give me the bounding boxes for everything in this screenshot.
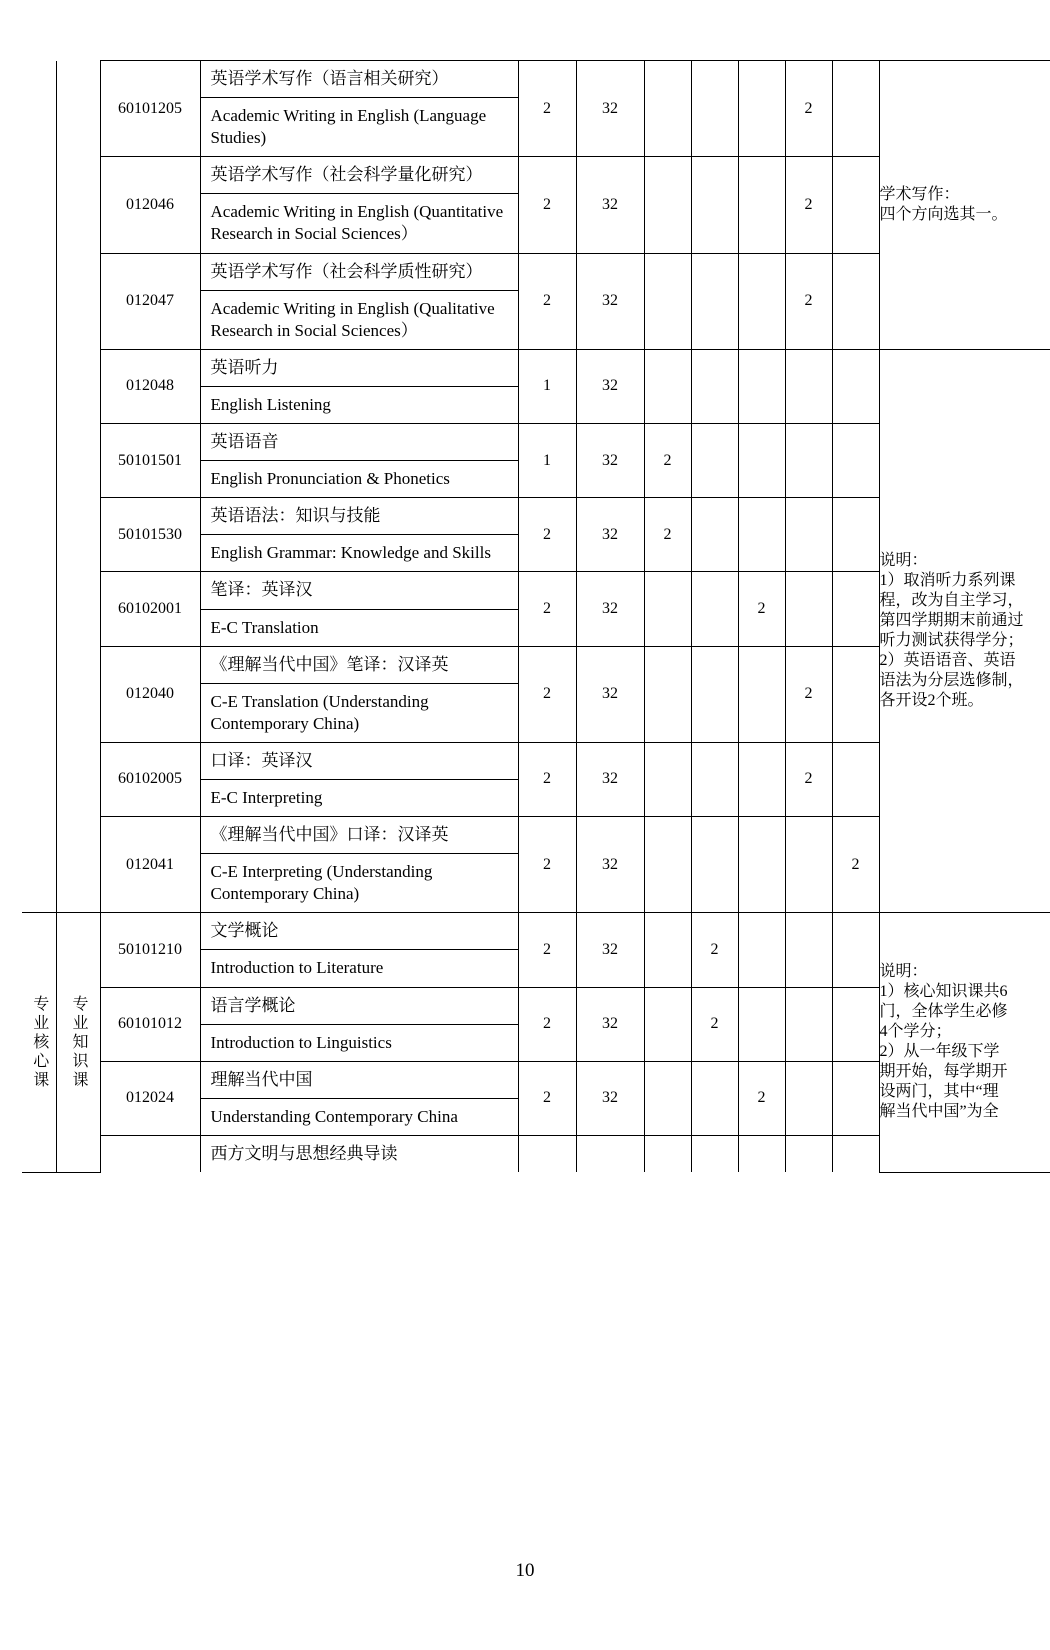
note-writing (879, 61, 1050, 350)
course-name-cn: 《理解当代中国》笔译：汉译英 (201, 647, 518, 684)
course-credit: 2 (518, 987, 576, 1061)
course-code: 50101530 (100, 498, 200, 572)
course-code: 60101205 (100, 61, 200, 157)
course-hours: 32 (576, 913, 644, 987)
course-hours: 32 (576, 157, 644, 253)
course-hours: 32 (576, 349, 644, 423)
course-name-en: Academic Writing in English (Quantitative Research in Social Sciences） (210, 202, 504, 244)
course-name (200, 424, 518, 498)
semester-2 (691, 817, 738, 913)
note-line: 第四学期期末前通过 (879, 612, 1024, 630)
course-name-cn: 理解当代中国 (201, 1062, 518, 1099)
course-hours: 32 (576, 253, 644, 349)
note-line: 说明： (879, 963, 928, 981)
semester-4: 2 (785, 742, 832, 816)
semester-1 (644, 349, 691, 423)
course-name-cn: 英语语法：知识与技能 (201, 498, 518, 535)
semester-2 (691, 498, 738, 572)
semester-1 (644, 987, 691, 1061)
course-name-en: C-E Interpreting (Understanding Contemporary China) (210, 862, 433, 904)
course-name (200, 987, 518, 1061)
semester-5 (832, 157, 879, 253)
note-listening (879, 349, 1050, 913)
category-core-knowledge (56, 913, 100, 1172)
semester-4: 2 (785, 61, 832, 157)
table-row (22, 913, 1050, 987)
semester-3 (738, 498, 785, 572)
course-hours: 32 (576, 61, 644, 157)
semester-3 (738, 913, 785, 987)
course-credit: 2 (518, 646, 576, 742)
note-line: 解当代中国”为全 (879, 1103, 999, 1121)
course-name (200, 1061, 518, 1135)
course-code: 60102005 (100, 742, 200, 816)
course-credit: 2 (518, 61, 576, 157)
course-code: 60101012 (100, 987, 200, 1061)
note-line: 说明： (879, 552, 928, 570)
course-code: 60102001 (100, 572, 200, 646)
course-name-cn: 口译：英译汉 (201, 743, 518, 780)
semester-5: 2 (832, 817, 879, 913)
semester-4 (785, 817, 832, 913)
semester-5 (832, 424, 879, 498)
course-name-cn: 英语学术写作（社会科学质性研究） (201, 254, 518, 291)
category-spacer-2 (56, 61, 100, 913)
course-name-cn: 文学概论 (201, 913, 518, 950)
semester-3 (738, 157, 785, 253)
semester-3 (738, 349, 785, 423)
semester-3 (738, 646, 785, 742)
semester-5 (832, 646, 879, 742)
course-credit: 2 (518, 572, 576, 646)
note-line: 门，全体学生必修 (879, 1003, 1008, 1021)
course-hours: 32 (576, 572, 644, 646)
course-name-cn: 语言学概论 (201, 988, 518, 1025)
note-line: 听力测试获得学分； (879, 632, 1024, 650)
semester-5 (832, 1061, 879, 1135)
semester-3: 2 (738, 572, 785, 646)
semester-2 (691, 646, 738, 742)
semester-2 (691, 157, 738, 253)
course-name-en: English Pronunciation & Phonetics (210, 469, 450, 489)
course-name-cn: 笔译：英译汉 (201, 572, 518, 609)
course-code (100, 1135, 200, 1172)
course-code: 012024 (100, 1061, 200, 1135)
semester-2 (691, 61, 738, 157)
course-code: 012046 (100, 157, 200, 253)
course-credit: 2 (518, 253, 576, 349)
course-name-en: Introduction to Linguistics (210, 1032, 392, 1052)
course-name-en: C-E Translation (Understanding Contemporary China) (210, 691, 429, 733)
course-name (200, 742, 518, 816)
semester-4 (785, 349, 832, 423)
course-credit: 1 (518, 424, 576, 498)
semester-1 (644, 742, 691, 816)
course-name (200, 817, 518, 913)
semester-4 (785, 424, 832, 498)
category-spacer-1 (22, 61, 56, 913)
note-line: 2）英语语音、英语 (879, 652, 1016, 670)
course-credit: 2 (518, 742, 576, 816)
course-code: 50101501 (100, 424, 200, 498)
course-name-en: Introduction to Literature (210, 958, 384, 978)
semester-5 (832, 61, 879, 157)
course-hours: 32 (576, 987, 644, 1061)
note-line: 1）取消听力系列课 (879, 572, 1016, 590)
semester-4: 2 (785, 157, 832, 253)
course-code: 012041 (100, 817, 200, 913)
course-name (200, 1135, 518, 1172)
semester-1 (644, 646, 691, 742)
semester-4 (785, 498, 832, 572)
semester-5 (832, 742, 879, 816)
course-name (200, 61, 518, 157)
note-line: 程，改为自主学习， (879, 592, 1024, 610)
semester-4 (785, 572, 832, 646)
course-name-cn: 英语语音 (201, 424, 518, 461)
semester-5 (832, 253, 879, 349)
semester-4 (785, 1061, 832, 1135)
note-line: 四个方向选其一。 (879, 205, 1008, 223)
note-line: 设两门，其中“理 (879, 1083, 999, 1101)
note-line: 期开始，每学期开 (879, 1063, 1008, 1081)
semester-4: 2 (785, 253, 832, 349)
course-name-en: English Listening (210, 394, 331, 414)
semester-1 (644, 61, 691, 157)
semester-3 (738, 742, 785, 816)
course-name-en: Academic Writing in English (Language Studies) (210, 106, 487, 148)
course-hours: 32 (576, 1061, 644, 1135)
course-credit: 2 (518, 157, 576, 253)
semester-2 (691, 424, 738, 498)
course-name-cn: 英语听力 (201, 350, 518, 387)
semester-3: 2 (738, 1061, 785, 1135)
category-core-course (22, 913, 56, 1172)
course-code: 012048 (100, 349, 200, 423)
semester-2: 2 (691, 987, 738, 1061)
course-code: 50101210 (100, 913, 200, 987)
semester-5 (832, 987, 879, 1061)
semester-4 (785, 1135, 832, 1172)
course-name-en: Understanding Contemporary China (210, 1106, 458, 1126)
note-line: 学术写作： (879, 185, 960, 203)
semester-3 (738, 817, 785, 913)
course-hours: 32 (576, 646, 644, 742)
note-line: 各开设2个班。 (879, 692, 984, 710)
semester-3 (738, 424, 785, 498)
semester-5 (832, 913, 879, 987)
semester-3 (738, 253, 785, 349)
semester-2 (691, 572, 738, 646)
course-credit: 2 (518, 913, 576, 987)
note-line: 2）从一年级下学 (879, 1043, 1000, 1061)
semester-1 (644, 1061, 691, 1135)
semester-5 (832, 498, 879, 572)
course-credit (518, 1135, 576, 1172)
semester-3 (738, 61, 785, 157)
semester-2: 2 (691, 913, 738, 987)
semester-2 (691, 1061, 738, 1135)
semester-5 (832, 1135, 879, 1172)
curriculum-table (22, 60, 1050, 1173)
semester-5 (832, 572, 879, 646)
course-name (200, 646, 518, 742)
semester-1 (644, 572, 691, 646)
course-credit: 2 (518, 1061, 576, 1135)
semester-2 (691, 349, 738, 423)
semester-1: 2 (644, 424, 691, 498)
category-core-knowledge-label: 专业知识课 (70, 994, 87, 1090)
course-hours (576, 1135, 644, 1172)
semester-1: 2 (644, 498, 691, 572)
course-name (200, 498, 518, 572)
semester-1 (644, 253, 691, 349)
note-core (879, 913, 1050, 1172)
semester-2 (691, 742, 738, 816)
course-name-cn: 西方文明与思想经典导读 (210, 1143, 398, 1163)
semester-1 (644, 157, 691, 253)
category-core-course-label: 专业核心课 (30, 994, 48, 1090)
course-name-cn: 英语学术写作（语言相关研究） (201, 61, 518, 98)
course-code: 012047 (100, 253, 200, 349)
course-hours: 32 (576, 817, 644, 913)
course-hours: 32 (576, 742, 644, 816)
course-name-en: Academic Writing in English (Qualitative Research in Social Sciences） (210, 298, 495, 340)
page-number: 10 (515, 1560, 535, 1581)
course-name (200, 349, 518, 423)
course-credit: 2 (518, 498, 576, 572)
semester-1 (644, 817, 691, 913)
semester-5 (832, 349, 879, 423)
course-name-en: English Grammar: Knowledge and Skills (210, 543, 491, 563)
note-line: 4个学分； (879, 1023, 952, 1041)
semester-3 (738, 1135, 785, 1172)
table-row (22, 61, 1050, 157)
course-hours: 32 (576, 498, 644, 572)
course-name-cn: 英语学术写作（社会科学量化研究） (201, 157, 518, 194)
course-name (200, 253, 518, 349)
course-name-cn: 《理解当代中国》口译：汉译英 (201, 817, 518, 854)
course-code: 012040 (100, 646, 200, 742)
note-line: 1）核心知识课共6 (879, 983, 1008, 1001)
course-credit: 2 (518, 817, 576, 913)
table-row (22, 349, 1050, 423)
semester-4 (785, 987, 832, 1061)
course-credit: 1 (518, 349, 576, 423)
semester-2 (691, 1135, 738, 1172)
semester-3 (738, 987, 785, 1061)
semester-1 (644, 1135, 691, 1172)
course-name (200, 572, 518, 646)
semester-2 (691, 253, 738, 349)
course-name (200, 913, 518, 987)
course-name-en: E-C Translation (210, 617, 319, 637)
semester-4 (785, 913, 832, 987)
semester-4: 2 (785, 646, 832, 742)
semester-1 (644, 913, 691, 987)
course-name-en: E-C Interpreting (210, 787, 323, 807)
course-name (200, 157, 518, 253)
course-hours: 32 (576, 424, 644, 498)
note-line: 语法为分层选修制， (879, 672, 1024, 690)
